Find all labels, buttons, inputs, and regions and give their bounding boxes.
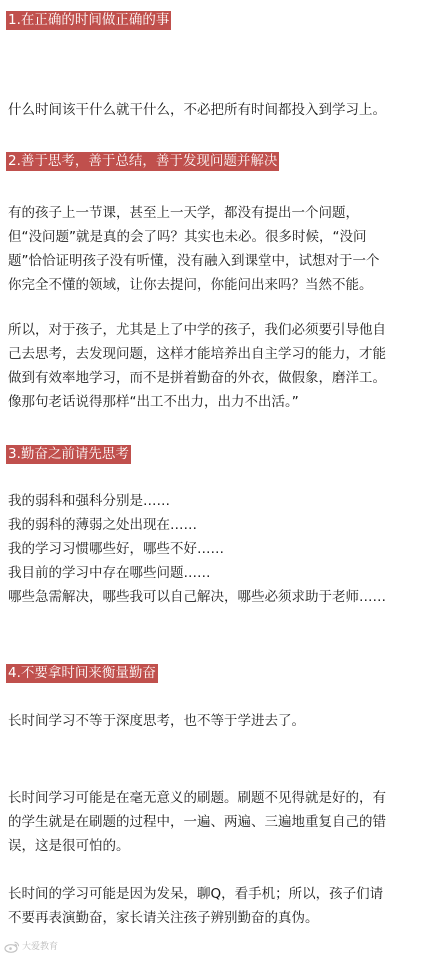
watermark bbox=[4, 941, 58, 953]
section-3-heading: 3.勤奋之前请先思考 bbox=[8, 446, 129, 462]
text-line: 的学生就是在刷题的过程中，一遍、两遍、三遍地重复自己的错 bbox=[8, 814, 386, 830]
section-4-paragraph-3 bbox=[8, 882, 438, 930]
watermark-text: 大爱教育 bbox=[22, 942, 59, 952]
weibo-logo-icon bbox=[4, 941, 20, 953]
section-2-heading: 2.善于思考，善于总结，善于发现问题并解决 bbox=[8, 153, 278, 169]
text-line: 长时间学习不等于深度思考，也不等于学进去了。 bbox=[8, 713, 305, 729]
text-line: 做到有效率地学习，而不是拼着勤奋的外衣，做假象，磨洋工。 bbox=[8, 370, 386, 386]
text-line: 有的孩子上一节课，甚至上一天学，都没有提出一个问题， bbox=[8, 205, 359, 221]
section-1-paragraph-1 bbox=[8, 98, 438, 122]
text-line: 己去思考，去发现问题，这样才能培养出自主学习的能力，才能 bbox=[8, 346, 386, 362]
section-1-heading: 1.在正确的时间做正确的事 bbox=[8, 12, 170, 28]
section-4-paragraph-1 bbox=[8, 709, 438, 733]
list-item: 哪些急需解决，哪些我可以自己解决，哪些必须求助于老师…… bbox=[8, 589, 386, 605]
list-item: 我的学习习惯哪些好，哪些不好…… bbox=[8, 541, 224, 557]
text-line: 不要再表演勤奋，家长请关注孩子辨别勤奋的真伪。 bbox=[8, 910, 319, 926]
list-item: 我目前的学习中存在哪些问题…… bbox=[8, 565, 211, 581]
section-2-paragraph-2 bbox=[8, 318, 438, 414]
text-line: 什么时间该干什么就干什么，不必把所有时间都投入到学习上。 bbox=[8, 102, 386, 118]
text-line: 误，这是很可怕的。 bbox=[8, 838, 130, 854]
section-4-paragraph-2 bbox=[8, 786, 438, 858]
text-line: 你完全不懂的领域，让你去提问，你能问出来吗？当然不能。 bbox=[8, 277, 373, 293]
text-line: 长时间的学习可能是因为发呆，聊Q，看手机；所以，孩子们请 bbox=[8, 886, 384, 902]
list-item: 我的弱科和强科分别是…… bbox=[8, 493, 170, 509]
text-line: 所以，对于孩子，尤其是上了中学的孩子，我们必须要引导他自 bbox=[8, 322, 386, 338]
text-line: 但“没问题”就是真的会了吗？其实也未必。很多时候，“没问 bbox=[8, 229, 367, 245]
text-line: 长时间学习可能是在毫无意义的刷题。刷题不见得就是好的，有 bbox=[8, 790, 386, 806]
section-3-list bbox=[8, 489, 438, 609]
text-line: 像那句老话说得那样“出工不出力，出力不出活。” bbox=[8, 394, 299, 410]
list-item: 我的弱科的薄弱之处出现在…… bbox=[8, 517, 197, 533]
section-4-heading: 4.不要拿时间来衡量勤奋 bbox=[8, 665, 156, 681]
section-2-paragraph-1 bbox=[8, 201, 438, 297]
text-line: 题”恰恰证明孩子没有听懂，没有融入到课堂中，试想对于一个 bbox=[8, 253, 380, 269]
